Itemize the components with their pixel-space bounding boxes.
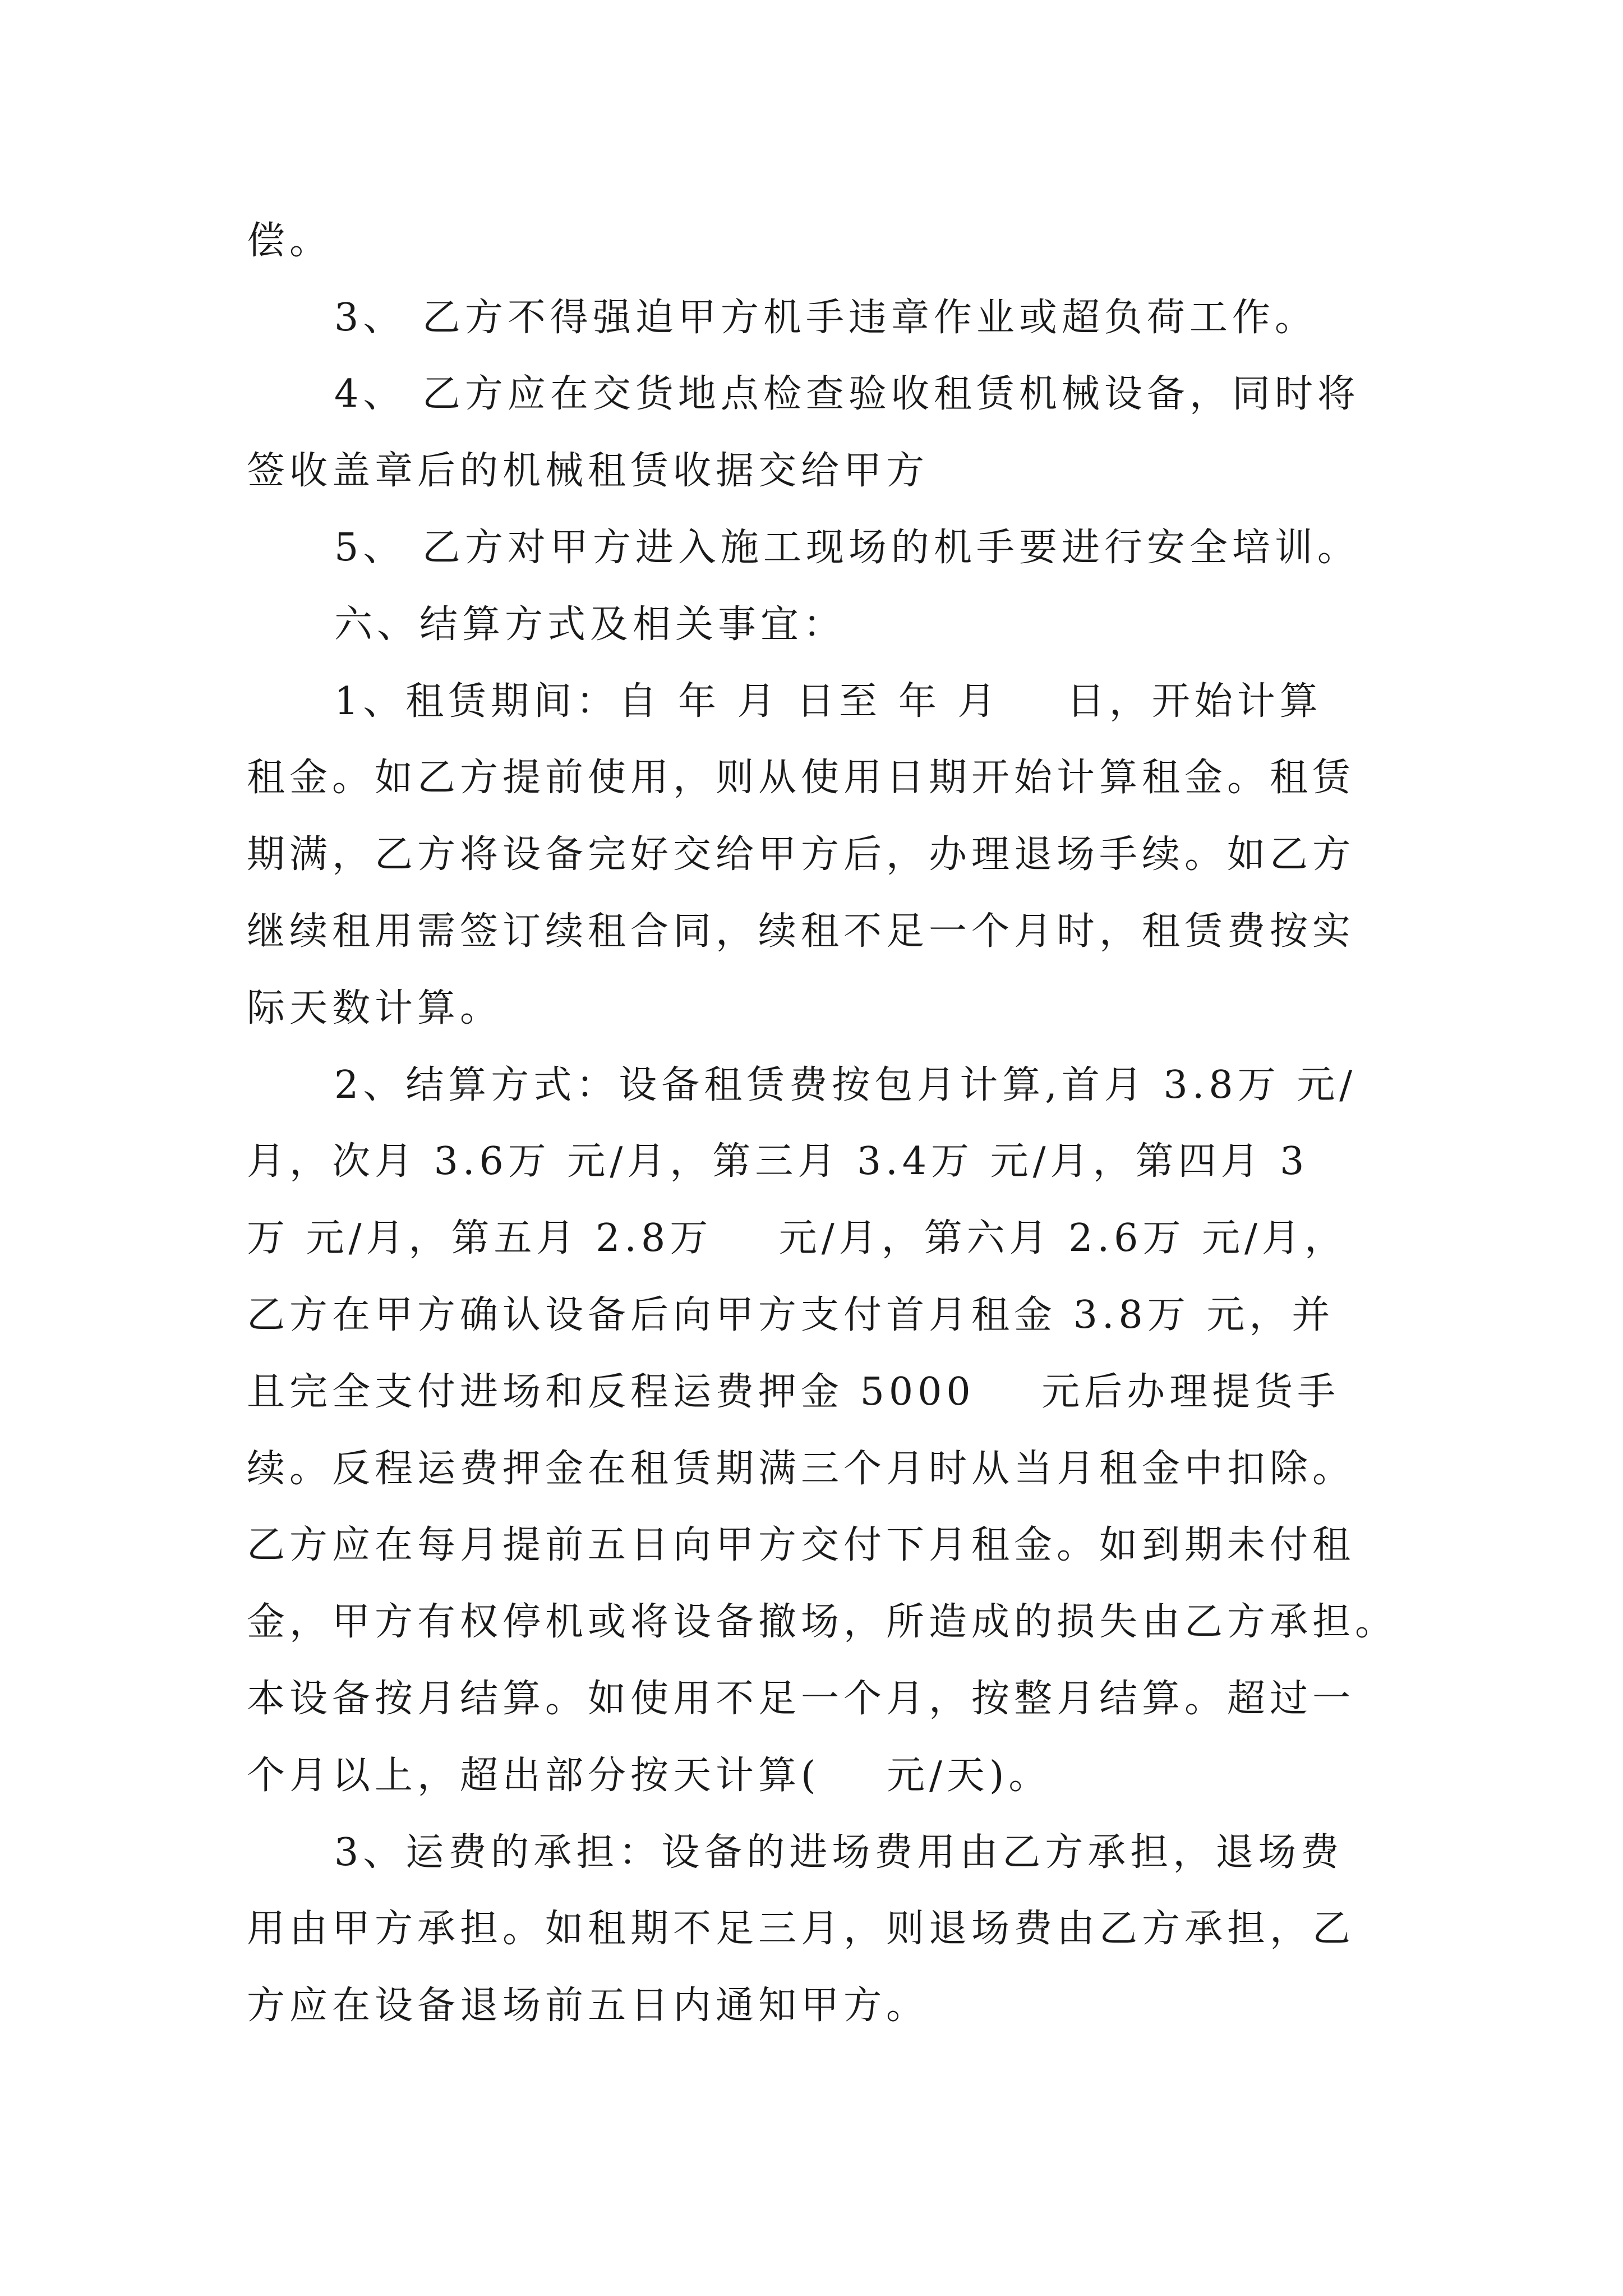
text-line: 万 元/月，第五月 2.8万 元/月，第六月 2.6万 元/月， (247, 1216, 1347, 1260)
text-line: 金，甲方有权停机或将设备撤场，所造成的损失由乙方承担。 (247, 1600, 1398, 1644)
text-line: 继续租用需签订续租合同，续租不足一个月时，租赁费按实 (247, 909, 1355, 954)
text-line: 月，次月 3.6万 元/月，第三月 3.4万 元/月，第四月 3 (247, 1139, 1309, 1184)
text-line: 3、运费的承担：设备的进场费用由乙方承担，退场费 (334, 1830, 1344, 1875)
text-line: 个月以上，超出部分按天计算( 元/天)。 (247, 1754, 1052, 1798)
text-line: 租金。如乙方提前使用，则从使用日期开始计算租金。租赁 (247, 756, 1355, 800)
text-line: 3、 乙方不得强迫甲方机手违章作业或超负荷工作。 (334, 296, 1317, 340)
text-line: 签收盖章后的机械租赁收据交给甲方 (247, 449, 929, 493)
text-line: 期满，乙方将设备完好交给甲方后，办理退场手续。如乙方 (247, 832, 1355, 877)
text-line: 偿。 (247, 219, 333, 263)
text-line: 1、租赁期间：自 年 月 日至 年 月 日，开始计算 (334, 679, 1322, 724)
text-line: 且完全支付进场和反程运费押金 5000 元后办理提货手 (247, 1370, 1340, 1414)
text-line: 2、结算方式：设备租赁费按包月计算,首月 3.8万 元/ (334, 1063, 1357, 1107)
text-line: 际天数计算。 (247, 986, 503, 1030)
text-line: 用由甲方承担。如租期不足三月，则退场费由乙方承担，乙 (247, 1907, 1355, 1951)
text-line: 乙方在甲方确认设备后向甲方支付首月租金 3.8万 元，并 (247, 1293, 1335, 1337)
text-line: 4、 乙方应在交货地点检查验收租赁机械设备，同时将 (334, 372, 1360, 416)
text-line: 5、 乙方对甲方进入施工现场的机手要进行安全培训。 (334, 526, 1360, 570)
text-line: 乙方应在每月提前五日向甲方交付下月租金。如到期未付租 (247, 1523, 1355, 1567)
text-line: 本设备按月结算。如使用不足一个月，按整月结算。超过一 (247, 1677, 1355, 1721)
text-line: 方应在设备退场前五日内通知甲方。 (247, 1984, 929, 2028)
text-line: 续。反程运费押金在租赁期满三个月时从当月租金中扣除。 (247, 1447, 1355, 1491)
section-heading: 六、结算方式及相关事宜： (334, 602, 846, 647)
